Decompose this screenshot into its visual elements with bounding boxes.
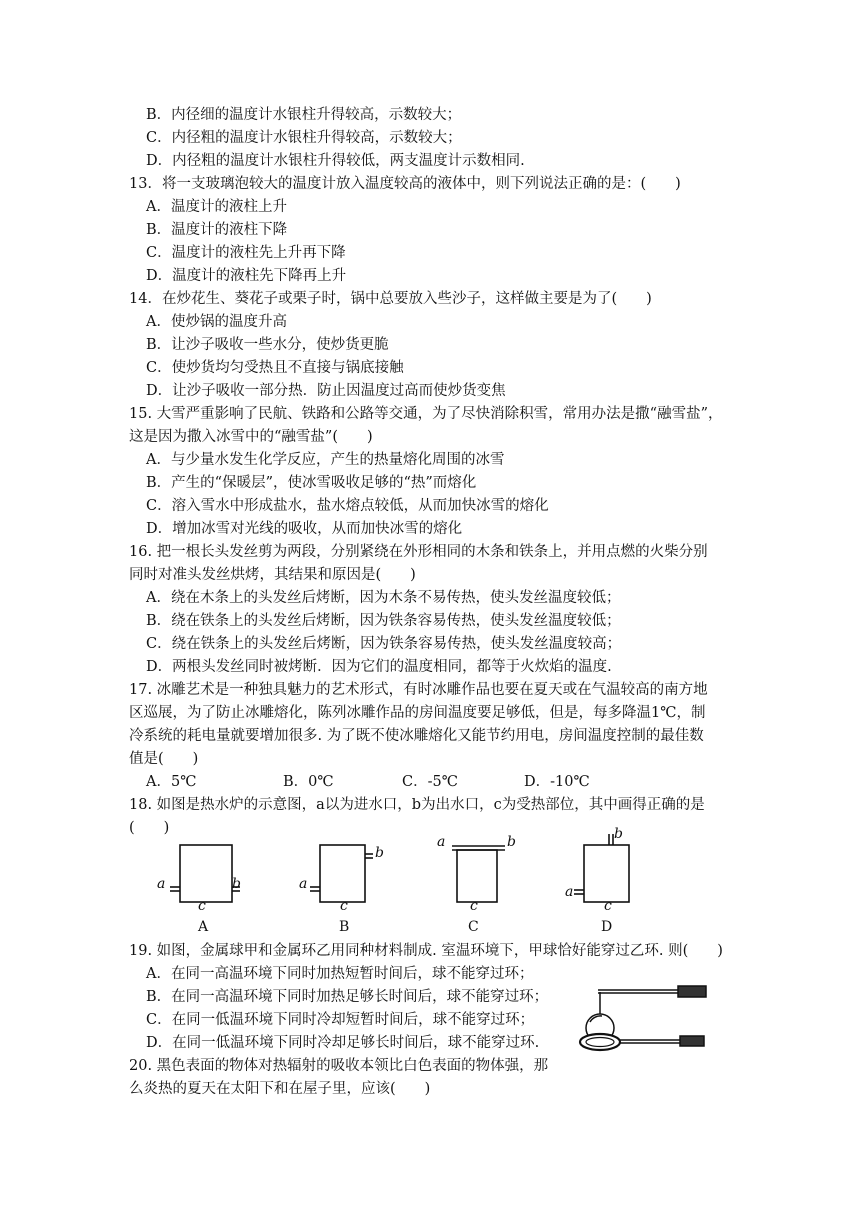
q16-option-a: A．绕在木条上的头发丝后烤断，因为木条不易传热，使头发丝温度较低； xyxy=(146,590,621,606)
q19-option-b: B．在同一高温环境下同时加热足够长时间后，球不能穿过环； xyxy=(146,989,549,1005)
q17-stem-line1: 17. 冰雕艺术是一种独具魅力的艺术形式，有时冰雕作品也要在夏天或在气温较高的南方地 xyxy=(129,682,708,698)
ball-and-ring-apparatus xyxy=(578,968,712,1068)
q14-option-a: A．使炒锅的温度升高 xyxy=(146,314,287,330)
diagram-caption-d: D xyxy=(601,919,613,935)
q15-option-d: D．增加冰雪对光线的吸收，从而加快冰雪的熔化 xyxy=(146,521,463,537)
q15-option-b: B．产生的“保暖层”，使冰雪吸收足够的“热”而熔化 xyxy=(146,475,477,491)
q14-stem: 14．在炒花生、葵花子或栗子时，锅中总要放入些沙子，这样做主要是为了( ) xyxy=(129,291,652,307)
diagram-d-label-b: b xyxy=(614,826,623,842)
diagram-c-label-c: c xyxy=(470,898,478,914)
q17-stem-line4: 值是( ) xyxy=(129,751,199,767)
q17-stem-line2: 区巡展，为了防止冰雕熔化，陈列冰雕作品的房间温度要足够低，但是，每多降温1℃，制 xyxy=(129,705,706,721)
q13-option-c: C．温度计的液柱先上升再下降 xyxy=(146,245,346,261)
diagram-a-label-a: a xyxy=(157,876,166,892)
boiler-diagram-c xyxy=(452,846,505,902)
q19-option-a: A．在同一高温环境下同时加热短暂时间后，球不能穿过环； xyxy=(146,966,534,982)
q15-stem-line1: 15. 大雪严重影响了民航、铁路和公路等交通，为了尽快消除积雪，常用办法是撒“融雪盐”， xyxy=(129,406,723,422)
q17-stem-line3: 冷系统的耗电量就要增加很多. 为了既不使冰雕熔化又能节约用电，房间温度控制的最佳数 xyxy=(129,728,704,744)
q12-option-c: C．内径粗的温度计水银柱升得较高，示数较大； xyxy=(146,130,462,146)
q17-option-b: B．0℃ xyxy=(283,774,334,790)
q19-stem: 19. 如图，金属球甲和金属环乙用同种材料制成. 室温环境下，甲球恰好能穿过乙环. 则( ) xyxy=(129,943,723,959)
q16-option-d: D．两根头发丝同时被烤断．因为它们的温度相同，都等于火炊焰的温度. xyxy=(146,659,612,675)
q16-option-c: C．绕在铁条上的头发丝后烤断，因为铁条容易传热，使头发丝温度较高； xyxy=(146,636,622,652)
q17-option-a: A．5℃ xyxy=(146,774,197,790)
boiler-diagram-b xyxy=(310,845,373,902)
diagram-a-label-b: b xyxy=(232,876,241,892)
q12-option-d: D．内径粗的温度计水银柱升得较低，两支温度计示数相同. xyxy=(146,153,525,169)
q14-option-c: C．使炒货均匀受热且不直接与锅底接触 xyxy=(146,360,404,376)
q13-option-a: A．温度计的液柱上升 xyxy=(146,199,287,215)
boiler-diagram-d xyxy=(574,834,629,902)
diagram-caption-a: A xyxy=(198,919,209,935)
q14-option-b: B．让沙子吸收一些水分，使炒货更脆 xyxy=(146,337,389,353)
diagram-caption-c: C xyxy=(468,919,479,935)
q18-stem-line1: 18. 如图是热水炉的示意图，a以为进水口，b为出水口，c为受热部位，其中画得正确的是 xyxy=(129,797,705,813)
q13-stem: 13．将一支玻璃泡较大的温度计放入温度较高的液体中，则下列说法正确的是：( ) xyxy=(129,176,681,192)
q13-option-d: D．温度计的液柱先下降再上升 xyxy=(146,268,347,284)
q15-option-a: A．与少量水发生化学反应，产生的热量熔化周围的冰雪 xyxy=(146,452,505,468)
q15-stem-line2: 这是因为撒入冰雪中的“融雪盐”( ) xyxy=(129,429,373,445)
diagram-a-label-c: c xyxy=(198,898,206,914)
q19-option-c: C．在同一低温环境下同时冷却短暂时间后，球不能穿过环； xyxy=(146,1012,535,1028)
diagram-c-label-a: a xyxy=(437,834,446,850)
q17-option-d: D．-10℃ xyxy=(524,774,590,790)
q16-option-b: B．绕在铁条上的头发丝后烤断，因为铁条容易传热，使头发丝温度较低； xyxy=(146,613,621,629)
boiler-diagram-a xyxy=(170,845,240,902)
diagram-c-label-b: b xyxy=(507,834,516,850)
q18-stem-line2: ( ) xyxy=(129,820,170,836)
q14-option-d: D．让沙子吸收一部分热．防止因温度过高而使炒货变焦 xyxy=(146,383,506,399)
diagram-b-label-b: b xyxy=(375,845,384,861)
q20-stem-line2: 么炎热的夏天在太阳下和在屋子里，应该( ) xyxy=(129,1081,431,1097)
q18-boiler-diagrams xyxy=(150,830,670,940)
q15-option-c: C．溶入雪水中形成盐水，盐水熔点较低，从而加快冰雪的熔化 xyxy=(146,498,549,514)
q17-option-c: C．-5℃ xyxy=(402,774,458,790)
q13-option-b: B．温度计的液柱下降 xyxy=(146,222,288,238)
q16-stem-line1: 16. 把一根长头发丝剪为两段，分别紧绕在外形相同的木条和铁条上，并用点燃的火柴分别 xyxy=(129,544,708,560)
diagram-d-label-c: c xyxy=(604,898,612,914)
diagram-d-label-a: a xyxy=(565,884,574,900)
q12-option-b: B．内径细的温度计水银柱升得较高，示数较大； xyxy=(146,107,462,123)
q16-stem-line2: 同时对准头发丝烘烤，其结果和原因是( ) xyxy=(129,567,416,583)
diagram-b-label-c: c xyxy=(340,898,348,914)
q20-stem-line1: 20. 黑色表面的物体对热辐射的吸收本领比白色表面的物体强，那 xyxy=(129,1058,549,1074)
diagram-caption-b: B xyxy=(339,919,350,935)
q19-option-d: D．在同一低温环境下同时冷却足够长时间后，球不能穿过环. xyxy=(146,1035,540,1051)
diagram-b-label-a: a xyxy=(299,876,308,892)
